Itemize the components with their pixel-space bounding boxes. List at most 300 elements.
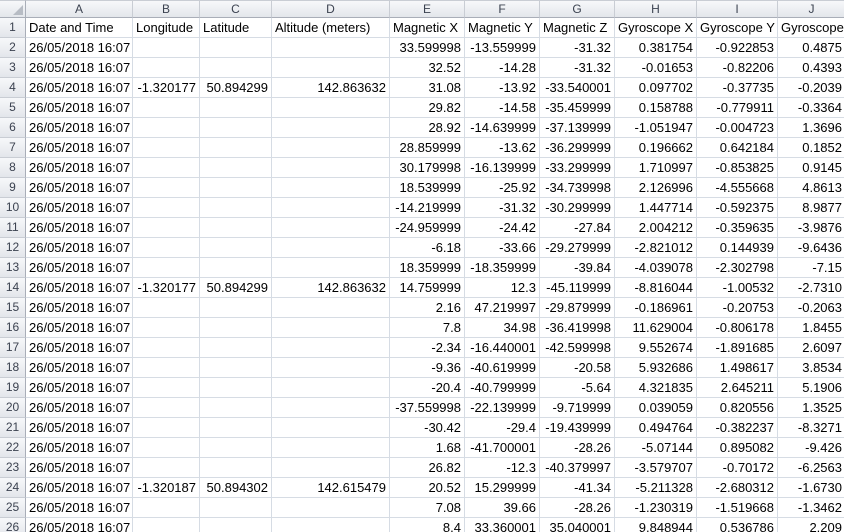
cell-D25[interactable] xyxy=(272,498,390,518)
cell-C7[interactable] xyxy=(200,138,272,158)
column-header-D[interactable]: D xyxy=(272,0,390,18)
cell-C1[interactable]: Latitude xyxy=(200,18,272,38)
cell-E16[interactable]: 7.8 xyxy=(390,318,465,338)
cell-C9[interactable] xyxy=(200,178,272,198)
cell-E26[interactable]: 8.4 xyxy=(390,518,465,532)
cell-B10[interactable] xyxy=(133,198,200,218)
column-header-B[interactable]: B xyxy=(133,0,200,18)
cell-I13[interactable]: -2.302798 xyxy=(697,258,778,278)
cell-J14[interactable]: -2.7310 xyxy=(778,278,844,298)
cell-G1[interactable]: Magnetic Z xyxy=(540,18,615,38)
cell-C11[interactable] xyxy=(200,218,272,238)
cell-H7[interactable]: 0.196662 xyxy=(615,138,697,158)
cell-G17[interactable]: -42.599998 xyxy=(540,338,615,358)
cell-E20[interactable]: -37.559998 xyxy=(390,398,465,418)
cell-A10[interactable]: 26/05/2018 16:07 xyxy=(26,198,133,218)
cell-F6[interactable]: -14.639999 xyxy=(465,118,540,138)
cell-B26[interactable] xyxy=(133,518,200,532)
cell-F25[interactable]: 39.66 xyxy=(465,498,540,518)
cell-G2[interactable]: -31.32 xyxy=(540,38,615,58)
cell-J16[interactable]: 1.8455 xyxy=(778,318,844,338)
cell-F17[interactable]: -16.440001 xyxy=(465,338,540,358)
cell-B11[interactable] xyxy=(133,218,200,238)
cell-H10[interactable]: 1.447714 xyxy=(615,198,697,218)
cell-A11[interactable]: 26/05/2018 16:07 xyxy=(26,218,133,238)
cell-G13[interactable]: -39.84 xyxy=(540,258,615,278)
row-header-12[interactable]: 12 xyxy=(0,238,26,258)
cell-B5[interactable] xyxy=(133,98,200,118)
cell-G25[interactable]: -28.26 xyxy=(540,498,615,518)
cell-E13[interactable]: 18.359999 xyxy=(390,258,465,278)
cell-F22[interactable]: -41.700001 xyxy=(465,438,540,458)
cell-B18[interactable] xyxy=(133,358,200,378)
cell-D8[interactable] xyxy=(272,158,390,178)
cell-G23[interactable]: -40.379997 xyxy=(540,458,615,478)
cell-J2[interactable]: 0.4875 xyxy=(778,38,844,58)
column-header-F[interactable]: F xyxy=(465,0,540,18)
cell-D20[interactable] xyxy=(272,398,390,418)
row-header-1[interactable]: 1 xyxy=(0,18,26,38)
cell-F14[interactable]: 12.3 xyxy=(465,278,540,298)
cell-B1[interactable]: Longitude xyxy=(133,18,200,38)
cell-A6[interactable]: 26/05/2018 16:07 xyxy=(26,118,133,138)
cell-D19[interactable] xyxy=(272,378,390,398)
cell-F24[interactable]: 15.299999 xyxy=(465,478,540,498)
sheet-row xyxy=(0,158,844,178)
cell-B8[interactable] xyxy=(133,158,200,178)
cell-C8[interactable] xyxy=(200,158,272,178)
cell-D26[interactable] xyxy=(272,518,390,532)
row-header-11[interactable]: 11 xyxy=(0,218,26,238)
cell-C23[interactable] xyxy=(200,458,272,478)
cell-B12[interactable] xyxy=(133,238,200,258)
cell-I14[interactable]: -1.00532 xyxy=(697,278,778,298)
cell-I22[interactable]: 0.895082 xyxy=(697,438,778,458)
cell-H15[interactable]: -0.186961 xyxy=(615,298,697,318)
cell-E6[interactable]: 28.92 xyxy=(390,118,465,138)
cell-D14[interactable]: 142.863632 xyxy=(272,278,390,298)
cell-H2[interactable]: 0.381754 xyxy=(615,38,697,58)
cell-C25[interactable] xyxy=(200,498,272,518)
row-header-16[interactable]: 16 xyxy=(0,318,26,338)
cell-D21[interactable] xyxy=(272,418,390,438)
cell-H3[interactable]: -0.01653 xyxy=(615,58,697,78)
cell-H9[interactable]: 2.126996 xyxy=(615,178,697,198)
row-header-3[interactable]: 3 xyxy=(0,58,26,78)
cell-J13[interactable]: -7.15 xyxy=(778,258,844,278)
cell-C16[interactable] xyxy=(200,318,272,338)
cell-B25[interactable] xyxy=(133,498,200,518)
cell-C13[interactable] xyxy=(200,258,272,278)
cell-F19[interactable]: -40.799999 xyxy=(465,378,540,398)
cell-J22[interactable]: -9.426 xyxy=(778,438,844,458)
row-header-23[interactable]: 23 xyxy=(0,458,26,478)
cell-G24[interactable]: -41.34 xyxy=(540,478,615,498)
cell-G4[interactable]: -33.540001 xyxy=(540,78,615,98)
cell-C20[interactable] xyxy=(200,398,272,418)
cell-H18[interactable]: 5.932686 xyxy=(615,358,697,378)
cell-D5[interactable] xyxy=(272,98,390,118)
column-header-C[interactable]: C xyxy=(200,0,272,18)
cell-H8[interactable]: 1.710997 xyxy=(615,158,697,178)
cell-E7[interactable]: 28.859999 xyxy=(390,138,465,158)
cell-B21[interactable] xyxy=(133,418,200,438)
cell-A26[interactable]: 26/05/2018 16:07 xyxy=(26,518,133,532)
cell-A21[interactable]: 26/05/2018 16:07 xyxy=(26,418,133,438)
row-header-8[interactable]: 8 xyxy=(0,158,26,178)
cell-I19[interactable]: 2.645211 xyxy=(697,378,778,398)
cell-E24[interactable]: 20.52 xyxy=(390,478,465,498)
cell-G8[interactable]: -33.299999 xyxy=(540,158,615,178)
cell-H12[interactable]: -2.821012 xyxy=(615,238,697,258)
cell-A8[interactable]: 26/05/2018 16:07 xyxy=(26,158,133,178)
cell-J5[interactable]: -0.3364 xyxy=(778,98,844,118)
column-header-I[interactable]: I xyxy=(697,0,778,18)
cell-I9[interactable]: -4.555668 xyxy=(697,178,778,198)
row-header-21[interactable]: 21 xyxy=(0,418,26,438)
cell-I8[interactable]: -0.853825 xyxy=(697,158,778,178)
cell-J19[interactable]: 5.1906 xyxy=(778,378,844,398)
cell-E22[interactable]: 1.68 xyxy=(390,438,465,458)
cell-E4[interactable]: 31.08 xyxy=(390,78,465,98)
cell-A17[interactable]: 26/05/2018 16:07 xyxy=(26,338,133,358)
cell-H6[interactable]: -1.051947 xyxy=(615,118,697,138)
cell-E23[interactable]: 26.82 xyxy=(390,458,465,478)
cell-C26[interactable] xyxy=(200,518,272,532)
cell-A16[interactable]: 26/05/2018 16:07 xyxy=(26,318,133,338)
cell-A1[interactable]: Date and Time xyxy=(26,18,133,38)
cell-H13[interactable]: -4.039078 xyxy=(615,258,697,278)
cell-G5[interactable]: -35.459999 xyxy=(540,98,615,118)
cell-H26[interactable]: 9.848944 xyxy=(615,518,697,532)
cell-G9[interactable]: -34.739998 xyxy=(540,178,615,198)
cell-I17[interactable]: -1.891685 xyxy=(697,338,778,358)
cell-A14[interactable]: 26/05/2018 16:07 xyxy=(26,278,133,298)
cell-E5[interactable]: 29.82 xyxy=(390,98,465,118)
cell-I5[interactable]: -0.779911 xyxy=(697,98,778,118)
cell-I12[interactable]: 0.144939 xyxy=(697,238,778,258)
cell-B22[interactable] xyxy=(133,438,200,458)
cell-C6[interactable] xyxy=(200,118,272,138)
cell-J24[interactable]: -1.6730 xyxy=(778,478,844,498)
cell-F5[interactable]: -14.58 xyxy=(465,98,540,118)
cell-I3[interactable]: -0.82206 xyxy=(697,58,778,78)
cell-C12[interactable] xyxy=(200,238,272,258)
cell-C21[interactable] xyxy=(200,418,272,438)
cell-H23[interactable]: -3.579707 xyxy=(615,458,697,478)
cell-C17[interactable] xyxy=(200,338,272,358)
cell-J23[interactable]: -6.2563 xyxy=(778,458,844,478)
cell-D9[interactable] xyxy=(272,178,390,198)
cell-D17[interactable] xyxy=(272,338,390,358)
cell-J11[interactable]: -3.9876 xyxy=(778,218,844,238)
cell-B13[interactable] xyxy=(133,258,200,278)
row-header-7[interactable]: 7 xyxy=(0,138,26,158)
row-header-24[interactable]: 24 xyxy=(0,478,26,498)
cell-E21[interactable]: -30.42 xyxy=(390,418,465,438)
cell-A20[interactable]: 26/05/2018 16:07 xyxy=(26,398,133,418)
cell-E3[interactable]: 32.52 xyxy=(390,58,465,78)
cell-D13[interactable] xyxy=(272,258,390,278)
cell-E17[interactable]: -2.34 xyxy=(390,338,465,358)
cell-E15[interactable]: 2.16 xyxy=(390,298,465,318)
cell-C3[interactable] xyxy=(200,58,272,78)
cell-C24[interactable]: 50.894302 xyxy=(200,478,272,498)
row-header-15[interactable]: 15 xyxy=(0,298,26,318)
cell-E1[interactable]: Magnetic X xyxy=(390,18,465,38)
cell-J7[interactable]: 0.1852 xyxy=(778,138,844,158)
cell-A7[interactable]: 26/05/2018 16:07 xyxy=(26,138,133,158)
cell-C18[interactable] xyxy=(200,358,272,378)
row-header-13[interactable]: 13 xyxy=(0,258,26,278)
cell-F4[interactable]: -13.92 xyxy=(465,78,540,98)
cell-I26[interactable]: 0.536786 xyxy=(697,518,778,532)
row-header-18[interactable]: 18 xyxy=(0,358,26,378)
cell-H4[interactable]: 0.097702 xyxy=(615,78,697,98)
cell-G3[interactable]: -31.32 xyxy=(540,58,615,78)
cell-D23[interactable] xyxy=(272,458,390,478)
cell-D6[interactable] xyxy=(272,118,390,138)
cell-G22[interactable]: -28.26 xyxy=(540,438,615,458)
cell-I25[interactable]: -1.519668 xyxy=(697,498,778,518)
cell-I4[interactable]: -0.37735 xyxy=(697,78,778,98)
cell-E12[interactable]: -6.18 xyxy=(390,238,465,258)
cell-F12[interactable]: -33.66 xyxy=(465,238,540,258)
row-header-25[interactable]: 25 xyxy=(0,498,26,518)
sheet-row xyxy=(0,218,844,238)
cell-I6[interactable]: -0.004723 xyxy=(697,118,778,138)
cell-E25[interactable]: 7.08 xyxy=(390,498,465,518)
cell-F2[interactable]: -13.559999 xyxy=(465,38,540,58)
cell-E11[interactable]: -24.959999 xyxy=(390,218,465,238)
cell-F13[interactable]: -18.359999 xyxy=(465,258,540,278)
cell-I24[interactable]: -2.680312 xyxy=(697,478,778,498)
cell-E9[interactable]: 18.539999 xyxy=(390,178,465,198)
cell-D18[interactable] xyxy=(272,358,390,378)
cell-A13[interactable]: 26/05/2018 16:07 xyxy=(26,258,133,278)
cell-G6[interactable]: -37.139999 xyxy=(540,118,615,138)
cell-H25[interactable]: -1.230319 xyxy=(615,498,697,518)
cell-E8[interactable]: 30.179998 xyxy=(390,158,465,178)
cell-J25[interactable]: -1.3462 xyxy=(778,498,844,518)
cell-D1[interactable]: Altitude (meters) xyxy=(272,18,390,38)
cell-H22[interactable]: -5.07144 xyxy=(615,438,697,458)
cell-H16[interactable]: 11.629004 xyxy=(615,318,697,338)
cell-G7[interactable]: -36.299999 xyxy=(540,138,615,158)
cell-B14[interactable]: -1.320177 xyxy=(133,278,200,298)
cell-J15[interactable]: -0.2063 xyxy=(778,298,844,318)
cell-G21[interactable]: -19.439999 xyxy=(540,418,615,438)
cell-G19[interactable]: -5.64 xyxy=(540,378,615,398)
cell-H5[interactable]: 0.158788 xyxy=(615,98,697,118)
cell-B4[interactable]: -1.320177 xyxy=(133,78,200,98)
column-header-H[interactable]: H xyxy=(615,0,697,18)
cell-F3[interactable]: -14.28 xyxy=(465,58,540,78)
column-header-J[interactable]: J xyxy=(778,0,844,18)
cell-A24[interactable]: 26/05/2018 16:07 xyxy=(26,478,133,498)
cell-B15[interactable] xyxy=(133,298,200,318)
cell-D4[interactable]: 142.863632 xyxy=(272,78,390,98)
cell-A19[interactable]: 26/05/2018 16:07 xyxy=(26,378,133,398)
cell-A23[interactable]: 26/05/2018 16:07 xyxy=(26,458,133,478)
cell-C10[interactable] xyxy=(200,198,272,218)
cell-A12[interactable]: 26/05/2018 16:07 xyxy=(26,238,133,258)
row-header-5[interactable]: 5 xyxy=(0,98,26,118)
cell-I1[interactable]: Gyroscope Y xyxy=(697,18,778,38)
cell-F15[interactable]: 47.219997 xyxy=(465,298,540,318)
cell-J8[interactable]: 0.9145 xyxy=(778,158,844,178)
cell-B17[interactable] xyxy=(133,338,200,358)
cell-E19[interactable]: -20.4 xyxy=(390,378,465,398)
cell-F7[interactable]: -13.62 xyxy=(465,138,540,158)
cell-I18[interactable]: 1.498617 xyxy=(697,358,778,378)
cell-E18[interactable]: -9.36 xyxy=(390,358,465,378)
cell-F26[interactable]: 33.360001 xyxy=(465,518,540,532)
cell-F21[interactable]: -29.4 xyxy=(465,418,540,438)
select-all-button[interactable] xyxy=(0,0,26,18)
cell-D12[interactable] xyxy=(272,238,390,258)
row-header-4[interactable]: 4 xyxy=(0,78,26,98)
cell-H1[interactable]: Gyroscope X xyxy=(615,18,697,38)
cell-B6[interactable] xyxy=(133,118,200,138)
cell-D24[interactable]: 142.615479 xyxy=(272,478,390,498)
cell-G18[interactable]: -20.58 xyxy=(540,358,615,378)
cell-C4[interactable]: 50.894299 xyxy=(200,78,272,98)
cell-B23[interactable] xyxy=(133,458,200,478)
cell-I10[interactable]: -0.592375 xyxy=(697,198,778,218)
cell-H11[interactable]: 2.004212 xyxy=(615,218,697,238)
column-header-E[interactable]: E xyxy=(390,0,465,18)
cell-J4[interactable]: -0.2039 xyxy=(778,78,844,98)
cell-B2[interactable] xyxy=(133,38,200,58)
sheet-row xyxy=(0,278,844,298)
cell-C22[interactable] xyxy=(200,438,272,458)
cell-F23[interactable]: -12.3 xyxy=(465,458,540,478)
cell-A22[interactable]: 26/05/2018 16:07 xyxy=(26,438,133,458)
column-header-A[interactable]: A xyxy=(26,0,133,18)
row-header-6[interactable]: 6 xyxy=(0,118,26,138)
cell-I23[interactable]: -0.70172 xyxy=(697,458,778,478)
cell-A15[interactable]: 26/05/2018 16:07 xyxy=(26,298,133,318)
row-header-14[interactable]: 14 xyxy=(0,278,26,298)
cell-D7[interactable] xyxy=(272,138,390,158)
cell-B19[interactable] xyxy=(133,378,200,398)
cell-H19[interactable]: 4.321835 xyxy=(615,378,697,398)
cell-E14[interactable]: 14.759999 xyxy=(390,278,465,298)
cell-J10[interactable]: 8.9877 xyxy=(778,198,844,218)
cell-J6[interactable]: 1.3696 xyxy=(778,118,844,138)
cell-J26[interactable]: 2.209 xyxy=(778,518,844,532)
cell-J17[interactable]: 2.6097 xyxy=(778,338,844,358)
cell-C2[interactable] xyxy=(200,38,272,58)
cell-F20[interactable]: -22.139999 xyxy=(465,398,540,418)
cell-F1[interactable]: Magnetic Y xyxy=(465,18,540,38)
cell-F8[interactable]: -16.139999 xyxy=(465,158,540,178)
cell-I20[interactable]: 0.820556 xyxy=(697,398,778,418)
cell-D15[interactable] xyxy=(272,298,390,318)
cell-J21[interactable]: -8.3271 xyxy=(778,418,844,438)
cell-B20[interactable] xyxy=(133,398,200,418)
cell-G15[interactable]: -29.879999 xyxy=(540,298,615,318)
cell-B7[interactable] xyxy=(133,138,200,158)
row-header-26[interactable]: 26 xyxy=(0,518,26,532)
cell-G12[interactable]: -29.279999 xyxy=(540,238,615,258)
cell-A9[interactable]: 26/05/2018 16:07 xyxy=(26,178,133,198)
cell-F11[interactable]: -24.42 xyxy=(465,218,540,238)
cell-G20[interactable]: -9.719999 xyxy=(540,398,615,418)
cell-H14[interactable]: -8.816044 xyxy=(615,278,697,298)
row-header-10[interactable]: 10 xyxy=(0,198,26,218)
cell-H21[interactable]: 0.494764 xyxy=(615,418,697,438)
cell-A4[interactable]: 26/05/2018 16:07 xyxy=(26,78,133,98)
cell-F18[interactable]: -40.619999 xyxy=(465,358,540,378)
cell-F10[interactable]: -31.32 xyxy=(465,198,540,218)
cell-H17[interactable]: 9.552674 xyxy=(615,338,697,358)
cell-A2[interactable]: 26/05/2018 16:07 xyxy=(26,38,133,58)
cell-B9[interactable] xyxy=(133,178,200,198)
cell-G14[interactable]: -45.119999 xyxy=(540,278,615,298)
cell-I11[interactable]: -0.359635 xyxy=(697,218,778,238)
row-header-17[interactable]: 17 xyxy=(0,338,26,358)
row-header-22[interactable]: 22 xyxy=(0,438,26,458)
cell-A18[interactable]: 26/05/2018 16:07 xyxy=(26,358,133,378)
cell-D2[interactable] xyxy=(272,38,390,58)
cell-G10[interactable]: -30.299999 xyxy=(540,198,615,218)
cell-B24[interactable]: -1.320187 xyxy=(133,478,200,498)
cell-I7[interactable]: 0.642184 xyxy=(697,138,778,158)
row-header-19[interactable]: 19 xyxy=(0,378,26,398)
row-header-2[interactable]: 2 xyxy=(0,38,26,58)
cell-J20[interactable]: 1.3525 xyxy=(778,398,844,418)
cell-B16[interactable] xyxy=(133,318,200,338)
cell-C15[interactable] xyxy=(200,298,272,318)
column-header-G[interactable]: G xyxy=(540,0,615,18)
cell-A3[interactable]: 26/05/2018 16:07 xyxy=(26,58,133,78)
cell-C5[interactable] xyxy=(200,98,272,118)
cell-J1[interactable]: Gyroscope xyxy=(778,18,844,38)
cell-D3[interactable] xyxy=(272,58,390,78)
cell-C19[interactable] xyxy=(200,378,272,398)
cell-G26[interactable]: 35.040001 xyxy=(540,518,615,532)
cell-J12[interactable]: -9.6436 xyxy=(778,238,844,258)
cell-I21[interactable]: -0.382237 xyxy=(697,418,778,438)
cell-D16[interactable] xyxy=(272,318,390,338)
cell-G11[interactable]: -27.84 xyxy=(540,218,615,238)
cell-J18[interactable]: 3.8534 xyxy=(778,358,844,378)
cell-J3[interactable]: 0.4393 xyxy=(778,58,844,78)
cell-D11[interactable] xyxy=(272,218,390,238)
cell-B3[interactable] xyxy=(133,58,200,78)
cell-D22[interactable] xyxy=(272,438,390,458)
cell-J9[interactable]: 4.8613 xyxy=(778,178,844,198)
cell-H20[interactable]: 0.039059 xyxy=(615,398,697,418)
cell-G16[interactable]: -36.419998 xyxy=(540,318,615,338)
cell-F9[interactable]: -25.92 xyxy=(465,178,540,198)
cell-I2[interactable]: -0.922853 xyxy=(697,38,778,58)
cell-A5[interactable]: 26/05/2018 16:07 xyxy=(26,98,133,118)
cell-H24[interactable]: -5.211328 xyxy=(615,478,697,498)
cell-E2[interactable]: 33.599998 xyxy=(390,38,465,58)
cell-E10[interactable]: -14.219999 xyxy=(390,198,465,218)
cell-C14[interactable]: 50.894299 xyxy=(200,278,272,298)
cell-I15[interactable]: -0.20753 xyxy=(697,298,778,318)
cell-I16[interactable]: -0.806178 xyxy=(697,318,778,338)
cell-D10[interactable] xyxy=(272,198,390,218)
cell-F16[interactable]: 34.98 xyxy=(465,318,540,338)
row-header-9[interactable]: 9 xyxy=(0,178,26,198)
cell-A25[interactable]: 26/05/2018 16:07 xyxy=(26,498,133,518)
row-header-20[interactable]: 20 xyxy=(0,398,26,418)
